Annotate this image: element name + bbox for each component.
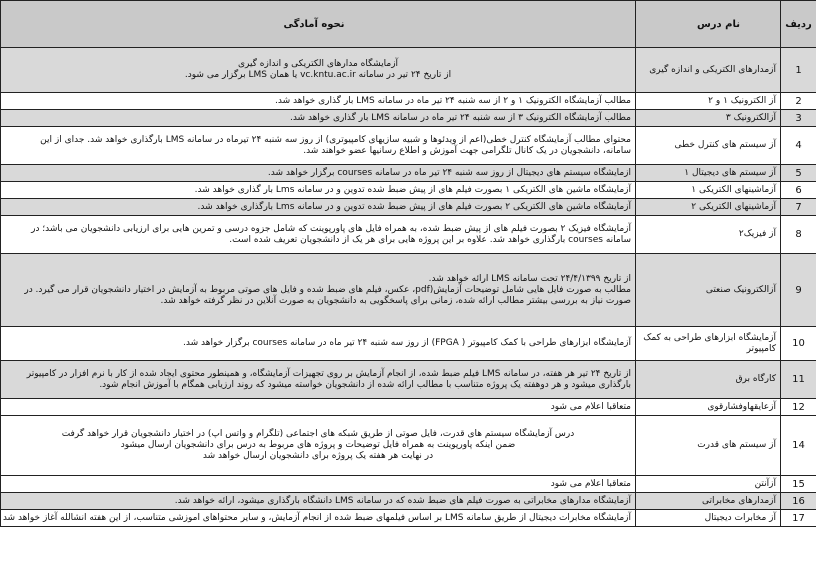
course-name: آزعایقهاوفشارقوی xyxy=(636,399,781,416)
header-row xyxy=(1,1,816,48)
method-line: درس آزمایشگاه سیستم های قدرت، فایل صوتی از طریق شبکه های اجتماعی (تلگرام و واتس اپ) در اختیار دانشجویان قرار خواهد گرفت xyxy=(61,429,575,439)
course-name: آز مخابرات دیجیتال xyxy=(636,510,781,527)
method-line: مطالب آزمایشگاه الکترونیک ۱ و ۲ از سه شنبه ۲۴ تیر ماه در سامانه LMS بار گذاری خواهد شد. xyxy=(275,95,631,106)
method-line: صورت نیاز به بررسی بیشتر مطالب ارائه شده، زمانی برای پاسخگویی به دانشجویان به صورت آنلاین در نظر گرفته خواهد شد. xyxy=(160,295,631,306)
preparation-method xyxy=(1,93,636,110)
method-line: سامانه، دانشجویان در یک کانال تلگرامی جهت آموزش و اطلاع رسانیها عضو خواهند شد. xyxy=(303,145,631,156)
method-line: از تاریخ ۲۴/۴/۱۳۹۹ تحت سامانه LMS ارائه خواهد شد. xyxy=(428,273,631,284)
row-number: 8 xyxy=(781,216,816,254)
table-row xyxy=(1,416,816,476)
course-name: آز الکترونیک ۱ و ۲ xyxy=(636,93,781,110)
course-name: آز سیستم های قدرت xyxy=(636,416,781,476)
table-row xyxy=(1,199,816,216)
preparation-method xyxy=(1,510,636,527)
course-name: کارگاه برق xyxy=(636,361,781,399)
method-line: آزمایشگاه مدارهای الکتریکی و اندازه گیری xyxy=(237,59,399,69)
preparation-method xyxy=(1,493,636,510)
table-row xyxy=(1,493,816,510)
table-row xyxy=(1,399,816,416)
row-number: 14 xyxy=(781,416,816,476)
course-name: آزآنتن xyxy=(636,476,781,493)
preparation-method xyxy=(1,476,636,493)
preparation-method xyxy=(1,110,636,127)
table-row xyxy=(1,216,816,254)
preparation-method xyxy=(1,182,636,199)
row-number: 3 xyxy=(781,110,816,127)
table-row xyxy=(1,127,816,165)
row-number: 6 xyxy=(781,182,816,199)
table-body xyxy=(1,48,816,527)
table-row xyxy=(1,110,816,127)
method-line: سامانه courses بارگذاری خواهد شد. علاوه بر این پروژه هایی برای هر یک از دانشجویان تعریف شده است. xyxy=(229,234,631,245)
method-line: مطالب به صورت فایل هایی شامل توضیحات آزمایش(pdf، عکس، فیلم های ضبط شده و فایل های صوتی مربوط به آزمایش در اختیار دانشجویان قرار می گیرد. در xyxy=(24,284,631,295)
method-line: ازمایشگاه سیستم های دیجیتال از روز سه شنبه ۲۴ تیر ماه در سامانه courses برگزار خواهد شد. xyxy=(267,167,631,178)
course-name: آز سیستم های کنترل خطی xyxy=(636,127,781,165)
method-line: آزمایشگاه فیزیک ۲ بصورت فیلم های از پیش ضبط شده، به همراه فایل های پاورپوینت که شامل جزوه درسی و تمرین هایی برای ارزیابی دانشجویان می باشد؛ در xyxy=(31,223,631,234)
preparation-method xyxy=(1,399,636,416)
table-row xyxy=(1,48,816,93)
method-line: آزمایشگاه مخابرات دیجیتال از طریق سامانه LMS بر اساس فیلمهای ضبط شده از انجام آزمایش، و سایر محتواهای اموزشی متناسب، از این هفته انشالله آغاز خواهد شد xyxy=(2,512,631,523)
method-line: از تاریخ ۲۴ تیر در سامانه vc.kntu.ac.ir یا همان LMS برگزار می شود. xyxy=(184,70,452,80)
row-number: 10 xyxy=(781,327,816,361)
preparation-method xyxy=(1,216,636,254)
table-row xyxy=(1,182,816,199)
course-name: آز فیزیک۲ xyxy=(636,216,781,254)
method-line: مطالب آزمایشگاه الکترونیک ۳ از سه شنبه ۲۴ تیر ماه در سامانه LMS بار گذاری خواهد شد. xyxy=(289,112,631,123)
row-number: 11 xyxy=(781,361,816,399)
row-number: 1 xyxy=(781,48,816,93)
header-row-number: ردیف xyxy=(781,1,816,48)
course-name: آزماشینهای الکتریکی ۱ xyxy=(636,182,781,199)
table-row xyxy=(1,361,816,399)
method-line: آزمایشگاه مدارهای مخابراتی به صورت فیلم های ضبط شده که در سامانه LMS دانشگاه بارگذاری میشود، ارائه خواهد شد. xyxy=(174,495,631,506)
course-name: آزمایشگاه ابزارهای طراحی به کمک کامپیوتر xyxy=(636,327,781,361)
method-line: متعاقبا اعلام می شود xyxy=(550,478,631,489)
preparation-method xyxy=(1,165,636,182)
course-name: آزالکترونیک ۳ xyxy=(636,110,781,127)
row-number: 15 xyxy=(781,476,816,493)
method-line: محتوای مطالب آزمایشگاه کنترل خطی(اعم از ویدئوها و شبیه سازیهای کامپیوتری) از روز سه شنبه ۲۴ تیرماه در سامانه LMS بارگذاری خواهد شد. جدای از این xyxy=(40,134,631,145)
preparation-method xyxy=(1,127,636,165)
course-name: آزماشینهای الکتریکی ۲ xyxy=(636,199,781,216)
course-name: آز سیستم های دیجیتال ۱ xyxy=(636,165,781,182)
row-number: 17 xyxy=(781,510,816,527)
method-line: از تاریخ ۲۴ تیر هر هفته، در سامانه LMS فیلم ضبط شده، از انجام آزمایش بر روی تجهیزات آزمایشگاه، و همینطور محتوی ایجاد شده از کار با نرم افزار در کامپیوتر xyxy=(26,368,631,379)
course-name: آزالکترونیک صنعتی xyxy=(636,254,781,327)
header-preparation-method: نحوه آمادگی xyxy=(1,1,636,48)
method-line: در نهایت هر هفته یک پروژه برای دانشجویان ارسال خواهد شد xyxy=(202,451,434,461)
row-number: 2 xyxy=(781,93,816,110)
table-row xyxy=(1,254,816,327)
method-line: آزمایشگاه ماشین های الکتریکی ۱ بصورت فیلم های از پیش ضبط شده تدوین و در سامانه Lms بار گذاری خواهد شد. xyxy=(194,184,631,195)
preparation-method xyxy=(1,361,636,399)
table-row xyxy=(1,165,816,182)
row-number: 5 xyxy=(781,165,816,182)
course-name: آزمدارهای مخابراتی xyxy=(636,493,781,510)
row-number: 9 xyxy=(781,254,816,327)
method-line: ضمن اینکه پاورپوینت به همراه فایل توضیحات و پروژه های مربوط به درس برای دانشجویان ارسال میشود xyxy=(120,440,516,450)
row-number: 12 xyxy=(781,399,816,416)
method-line: بارگذاری میشود و هر دوهفته یک پروژه متناسب با مطالب ارائه شده از دانشجویان خواسته میشود که روند ارزیابی همگام با آموزش انجام شود. xyxy=(99,379,631,390)
method-line: آزمایشگاه ابزارهای طراحی با کمک کامپیوتر ( FPGA) از روز سه شنبه ۲۴ تیر ماه در سامانه courses برگزار خواهد شد. xyxy=(182,338,631,348)
row-number: 4 xyxy=(781,127,816,165)
course-name: آزمدارهای الکتریکی و اندازه گیری xyxy=(636,48,781,93)
table-row xyxy=(1,476,816,493)
method-line: آزمایشگاه ماشین های الکتریکی ۲ بصورت فیلم های از پیش ضبط شده تدوین و در سامانه Lms بارگذاری خواهد شد. xyxy=(197,201,631,212)
row-number: 7 xyxy=(781,199,816,216)
row-number: 16 xyxy=(781,493,816,510)
preparation-method xyxy=(1,48,636,93)
header-course-name: نام درس xyxy=(636,1,781,48)
table-row xyxy=(1,510,816,527)
preparation-method xyxy=(1,416,636,476)
table-row xyxy=(1,327,816,361)
method-line: متعاقبا اعلام می شود xyxy=(550,401,631,412)
preparation-method xyxy=(1,199,636,216)
preparation-method xyxy=(1,327,636,361)
table-row xyxy=(1,93,816,110)
preparation-method xyxy=(1,254,636,327)
